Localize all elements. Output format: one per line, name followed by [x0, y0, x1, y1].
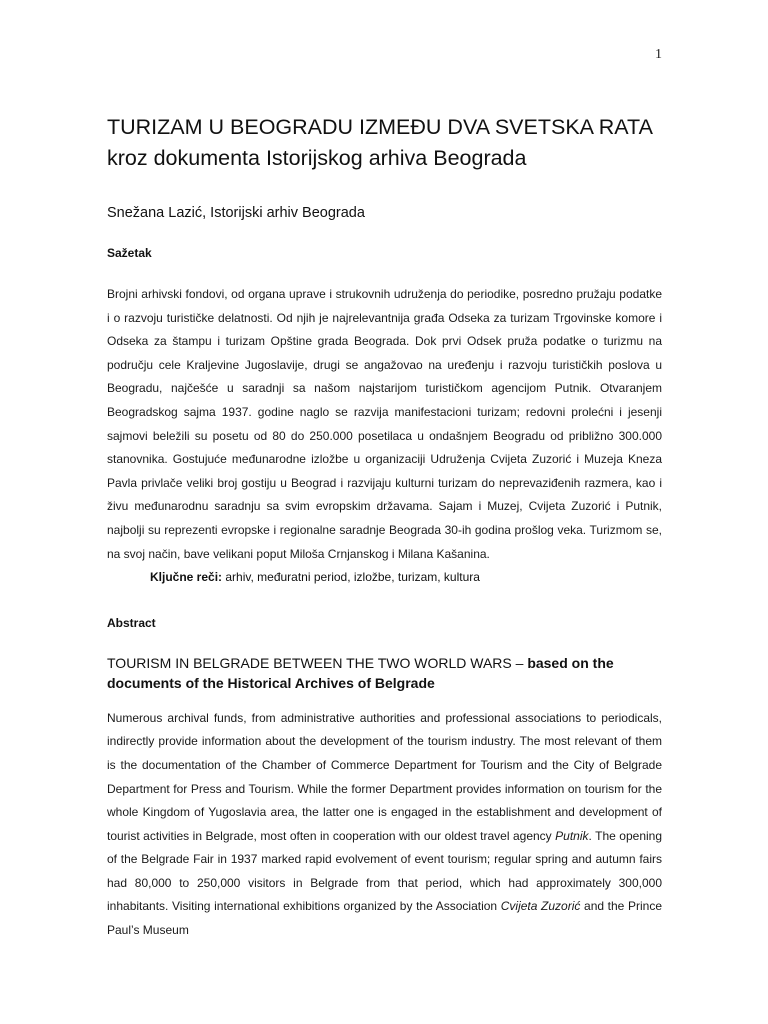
abstract-title-regular: TOURISM IN BELGRADE BETWEEN THE TWO WORLD WARS – — [107, 654, 528, 671]
keywords-line — [150, 566, 662, 590]
sazetak-heading: Sažetak — [107, 246, 152, 260]
title-line-2: kroz dokumenta Istorijskog arhiva Beograda — [107, 146, 527, 170]
abstract-text-part-3: and the Prince Paul’s Museum — [107, 899, 662, 938]
abstract-italic-cvijeta: Cvijeta Zuzorić — [500, 899, 581, 914]
abstract-title-bold: based on the documents of the Historical Archives of Belgrade — [107, 654, 614, 691]
keywords-label: Ključne reči: — [150, 570, 223, 585]
title-line-1: TURIZAM U BEOGRADU IZMEĐU DVA SVETSKA RATA — [107, 115, 653, 139]
abstract-text-part-1: Numerous archival funds, from administrative authorities and professional associations to periodicals, indirectly provide information about the development of the tourism industry. The most relevant of them is the documentation of the Chamber of Commerce Department for Tourism and the City of Belgrade Department for Press and Tourism. While the former Department provides information on tourism for the whole Kingdom of Yugoslavia area, the latter one is engaged in the establishment and development of tourist activities in Belgrade, most often in cooperation with our oldest travel agency — [107, 710, 662, 843]
abstract-heading: Abstract — [107, 615, 156, 630]
abstract-text-part-2: . The opening of the Belgrade Fair in 1937 marked rapid evolvement of event tourism; regular spring and autumn fairs had 80,000 to 250,000 visitors in Belgrade from that period, which had approximately 300,000 inhabitants. Visiting international exhibitions organized by the Association — [107, 828, 663, 914]
page-number: 1 — [655, 47, 662, 62]
abstract-italic-putnik: Putnik — [555, 828, 589, 843]
sazetak-paragraph: Brojni arhivski fondovi, od organa uprave i strukovnih udruženja do periodike, posredno pružaju podatke i o razvoju turističke delatnosti. Od njih je najrelevantnija građa Odseka za turizam Trgovinske komore i Odseka za štampu i turizam Opštine grada Beograda. Dok prvi Odsek pruža podatke o turizmu na području cele Kraljevine Jugoslavije, drugi se angažovao na uređenju i razvoju turističkih poslova u Beogradu, najčešće u saradnji sa našom najstarijom turističkom agencijom Putnik. Otvaranjem Beogradskog sajma 1937. godine naglo se razvija manifestacioni turizam; redovni prolećni i jesenji sajmovi beležili su posetu od 80 do 250.000 posetilaca u ondašnjem Beogradu od približno 300.000 stanovnika. Gostujuće međunarodne izložbe u organizaciji Udruženja Cvijeta Zuzorić i Muzeja Kneza Pavla privlače veliki broj gostiju u Beograd i razvijaju kulturni turizam do neprevaziđenih razmera, kao i živu međunarodnu saradnju sa svim evropskim državama. Sajam i Muzej, Cvijeta Zuzorić i Putnik, najbolji su reprezenti evropske i regionalne saradnje Beograda 30-ih godina prošlog veka. Turizmom se, na svoj način, bave velikani poput Miloša Crnjanskog i Milana Kašanina. — [107, 287, 662, 561]
keywords-value: arhiv, međuratni period, izložbe, turizam, kultura — [222, 570, 480, 585]
abstract-paragraph — [107, 707, 662, 943]
document-title — [107, 112, 662, 174]
document-content — [107, 112, 662, 943]
abstract-title — [107, 653, 662, 693]
author-line: Snežana Lazić, Istorijski arhiv Beograda — [107, 205, 365, 221]
